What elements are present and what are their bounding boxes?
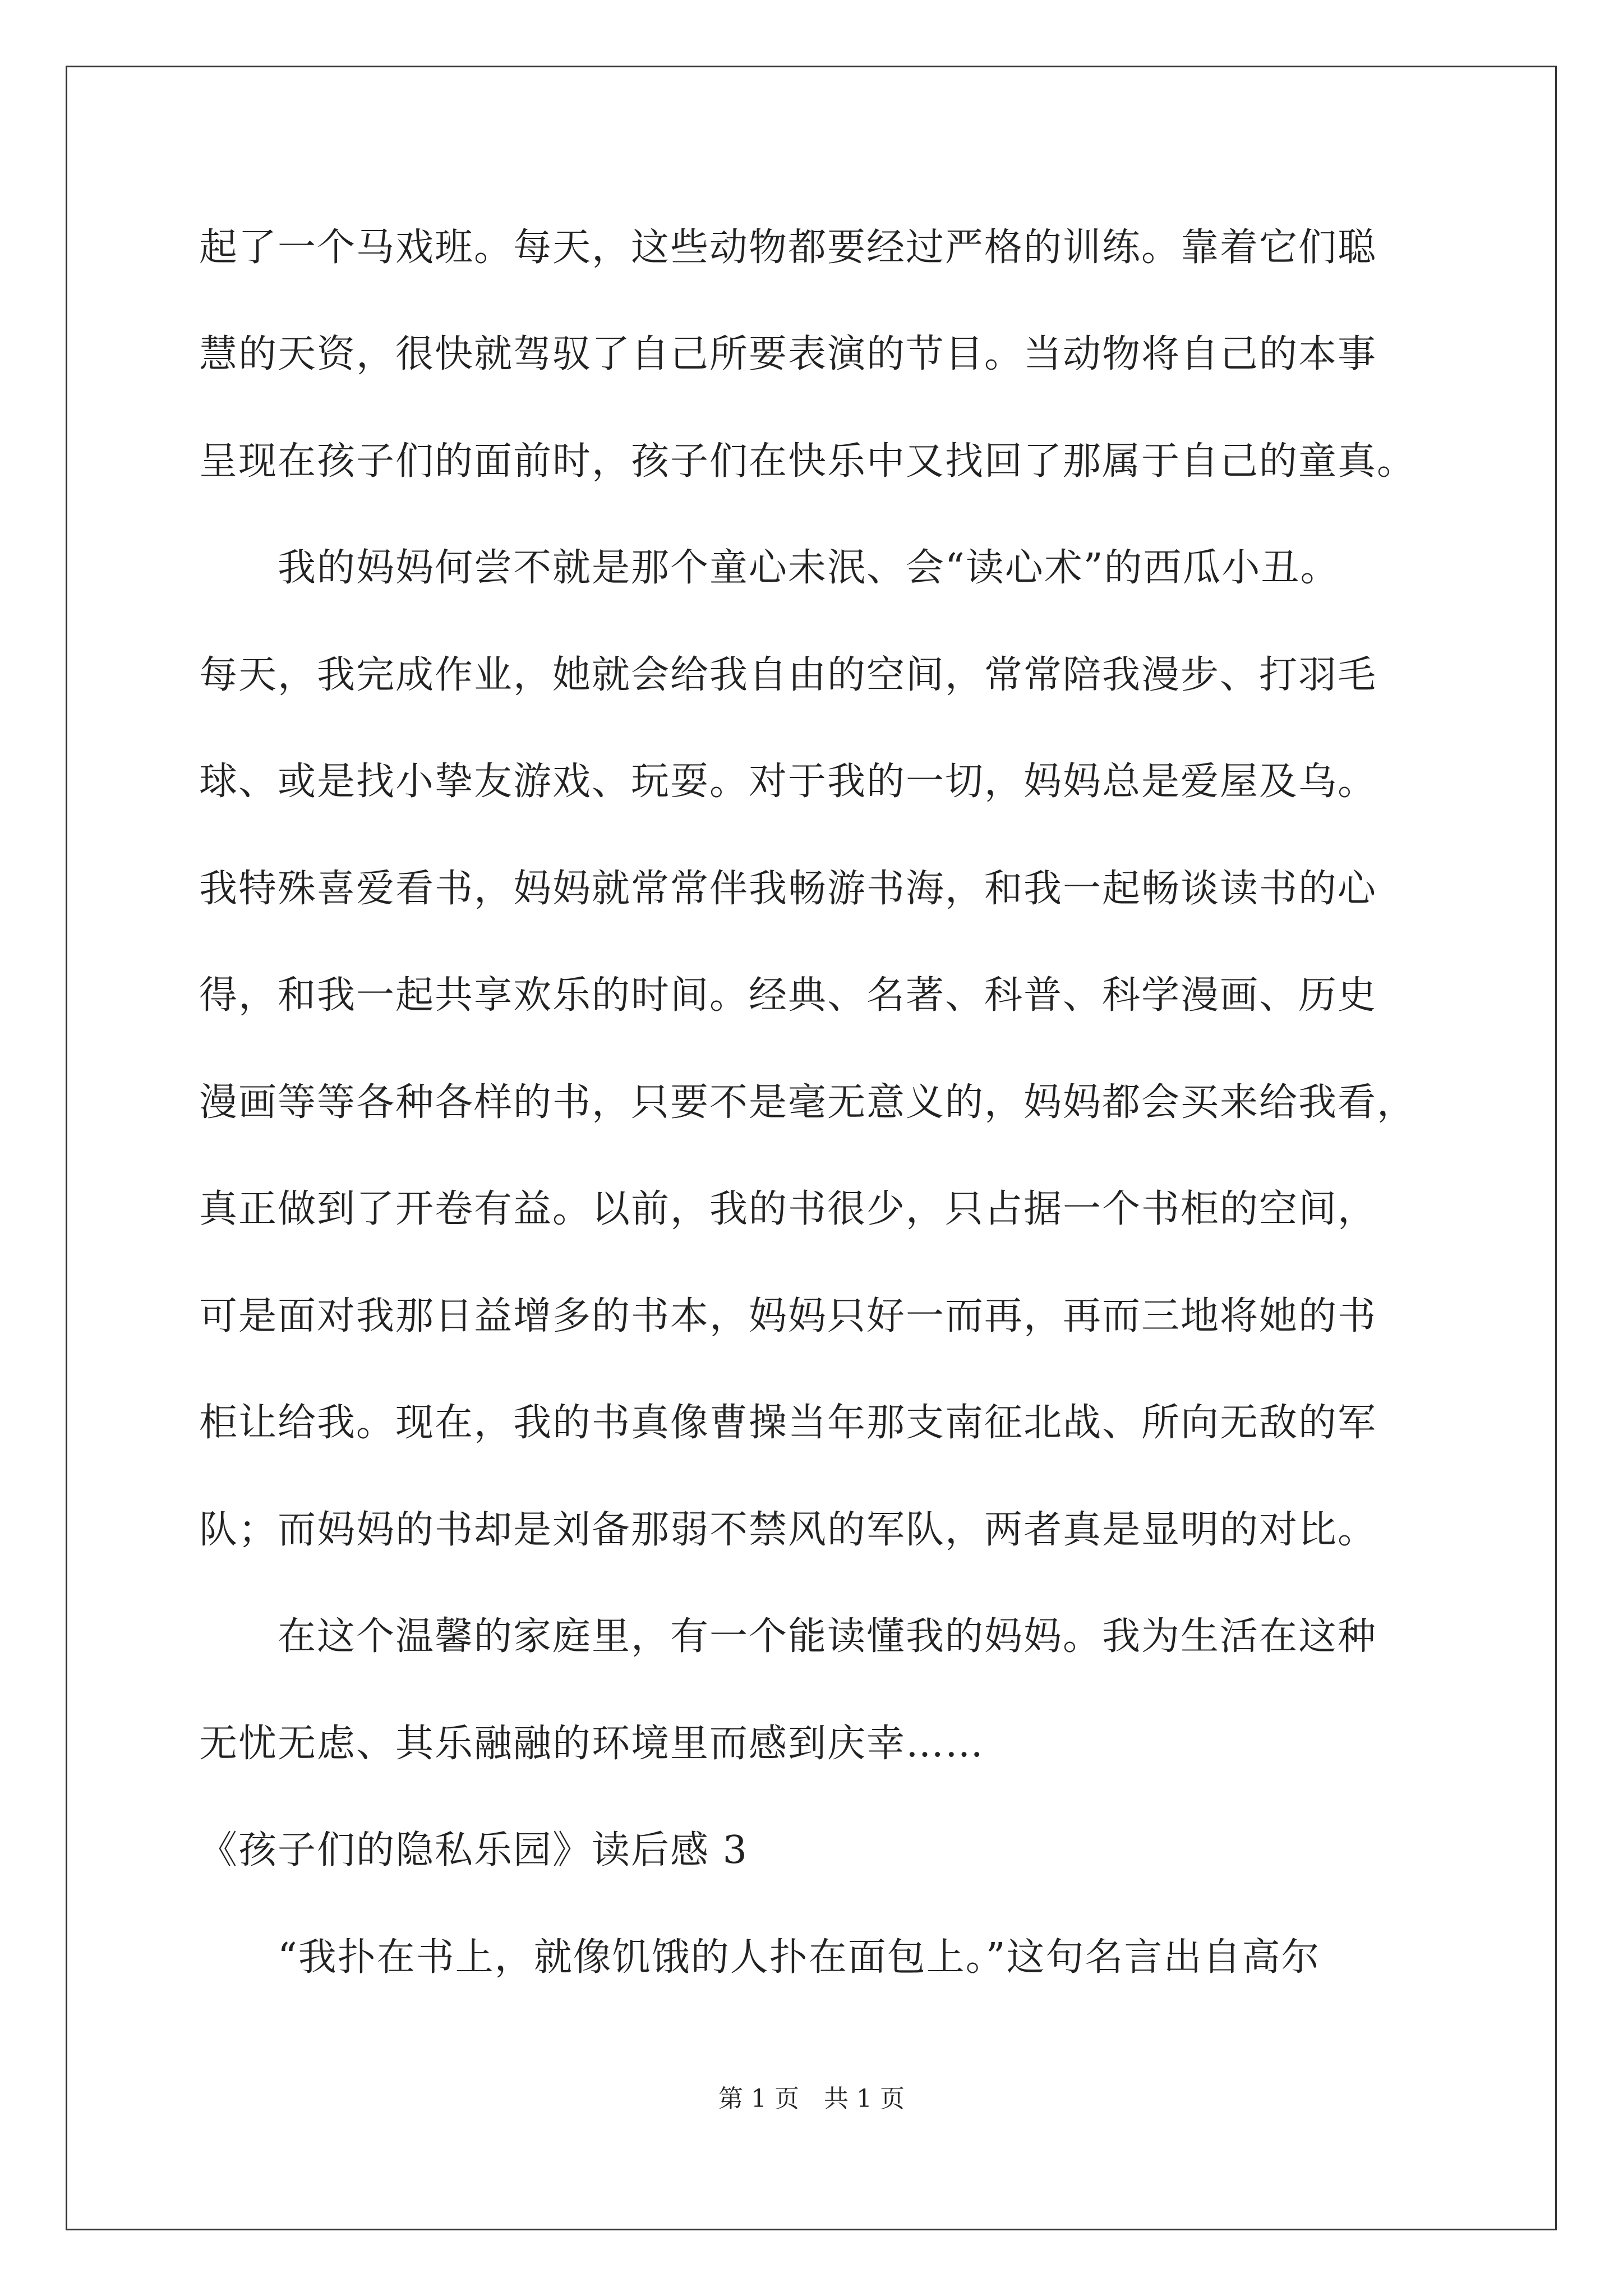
text-line: 柜让给我。现在，我的书真像曹操当年那支南征北战、所向无敌的军: [199, 1401, 1377, 1445]
page-footer: 第 1 页 共 1 页: [718, 2085, 905, 2113]
text-line: 每天，我完成作业，她就会给我自由的空间，常常陪我漫步、打羽毛: [199, 653, 1377, 697]
text-line: 慧的天资，很快就驾驭了自己所要表演的节目。当动物将自己的本事: [199, 332, 1377, 376]
text-line: 我的妈妈何尝不就是那个童心未泯、会“读心术”的西瓜小丑。: [199, 546, 1340, 590]
section-heading: 《孩子们的隐私乐园》读后感 3: [199, 1828, 748, 1872]
text-line: 呈现在孩子们的面前时，孩子们在快乐中又找回了那属于自己的童真。: [199, 439, 1417, 484]
text-line: 起了一个马戏班。每天，这些动物都要经过严格的训练。靠着它们聪: [199, 226, 1377, 270]
text-line: 球、或是找小挚友游戏、玩耍。对于我的一切，妈妈总是爱屋及乌。: [199, 760, 1377, 804]
page-border: [66, 66, 1557, 2230]
text-line: 得，和我一起共享欢乐的时间。经典、名著、科普、科学漫画、历史: [199, 973, 1377, 1018]
text-line: 我特殊喜爱看书，妈妈就常常伴我畅游书海，和我一起畅谈读书的心: [199, 867, 1377, 911]
text-line: 漫画等等各种各样的书，只要不是毫无意义的，妈妈都会买来给我看，: [199, 1080, 1417, 1125]
text-line: 队；而妈妈的书却是刘备那弱不禁风的军队，两者真是显明的对比。: [199, 1508, 1377, 1552]
text-line: 可是面对我那日益增多的书本，妈妈只好一而再，再而三地将她的书: [199, 1294, 1377, 1338]
text-line: 在这个温馨的家庭里，有一个能读懂我的妈妈。我为生活在这种: [199, 1614, 1377, 1659]
text-line: “我扑在书上，就像饥饿的人扑在面包上。”这句名言出自高尔: [199, 1935, 1321, 1980]
text-line: 真正做到了开卷有益。以前，我的书很少，只占据一个书柜的空间，: [199, 1187, 1377, 1231]
text-line: 无忧无虑、其乐融融的环境里而感到庆幸……: [199, 1722, 985, 1766]
